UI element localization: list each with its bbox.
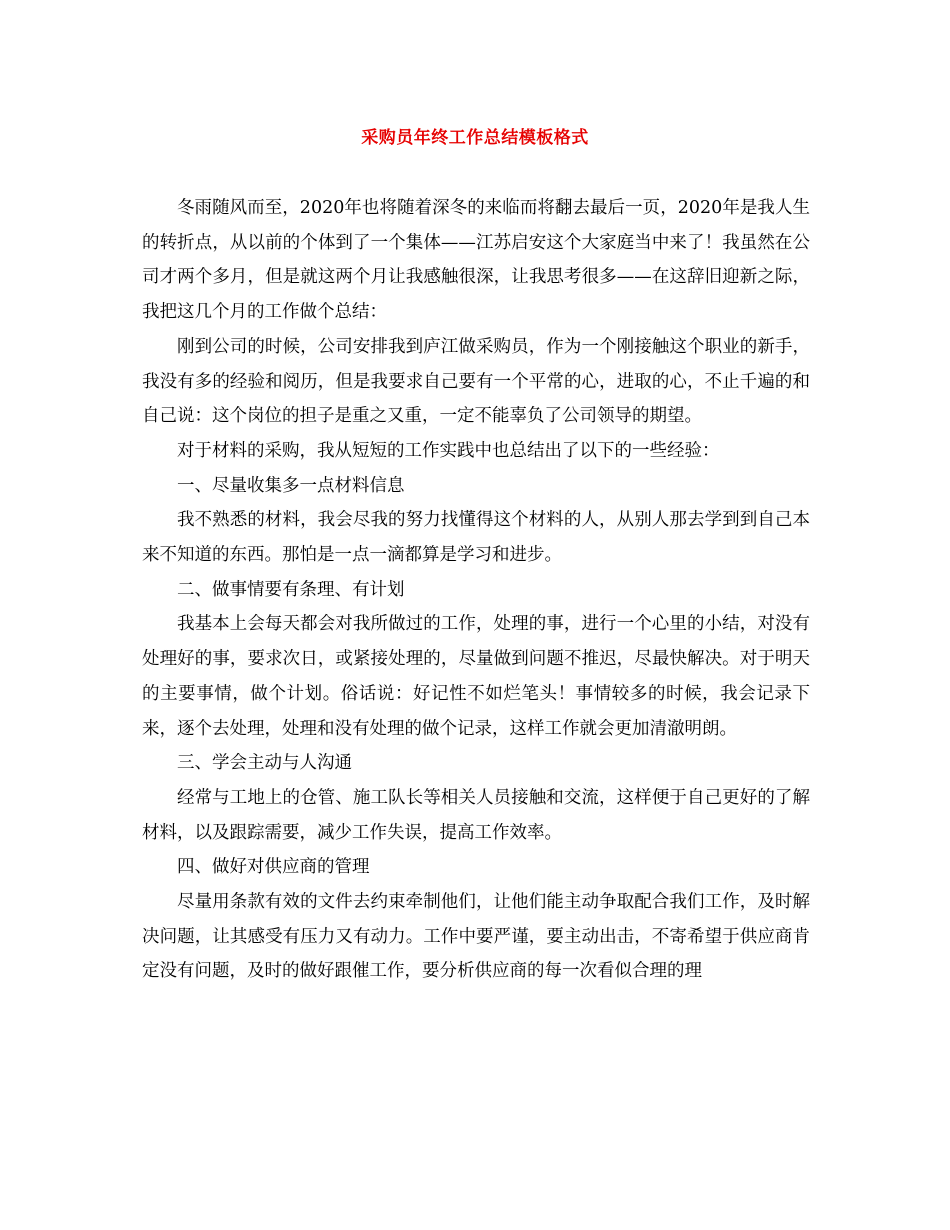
paragraph-experience-intro: 对于材料的采购，我从短短的工作实践中也总结出了以下的一些经验： <box>177 440 720 461</box>
paragraph-section-4: 尽量用条款有效的文件去约束牵制他们，让他们能主动争取配合我们工作，及时解决问题，让其感受有压力又有动力。工作中要严谨，要主动出击，不寄希望于供应商肯定没有问题，及时的做好跟催工作，要分析供应商的每一次看似合理的理 <box>142 892 810 982</box>
document-body <box>142 191 810 989</box>
document-title: 采购员年终工作总结模板格式 <box>361 128 589 148</box>
paragraph-arrival: 刚到公司的时候，公司安排我到庐江做采购员，作为一个刚接触这个职业的新手，我没有多的经验和阅历，但是我要求自己要有一个平常的心，进取的心，不止千遍的和自己说：这个岗位的担子是重之又重，一定不能辜负了公司领导的期望。 <box>142 336 810 427</box>
section-heading-3: 三、学会主动与人沟通 <box>177 753 352 774</box>
section-heading-1: 一、尽量收集多一点材料信息 <box>177 475 405 496</box>
paragraph-intro: 冬雨随风而至，2020年也将随着深冬的来临而将翻去最后一页，2020年是我人生的转折点，从以前的个体到了一个集体——江苏启安这个大家庭当中来了！我虽然在公司才两个多月，但是就这两个月让我感触很深，让我思考很多——在这辞旧迎新之际，我把这几个月的工作做个总结： <box>142 198 810 323</box>
section-heading-4: 四、做好对供应商的管理 <box>177 857 370 878</box>
section-heading-2: 二、做事情要有条理、有计划 <box>177 579 405 600</box>
paragraph-section-1: 我不熟悉的材料，我会尽我的努力找懂得这个材料的人，从别人那去学到到自己本来不知道的东西。那怕是一点一滴都算是学习和进步。 <box>142 510 810 566</box>
paragraph-section-3: 经常与工地上的仓管、施工队长等相关人员接触和交流，这样便于自己更好的了解材料，以及跟踪需要，减少工作失误，提高工作效率。 <box>142 787 810 843</box>
paragraph-section-2: 我基本上会每天都会对我所做过的工作，处理的事，进行一个心里的小结，对没有处理好的事，要求次日，或紧接处理的，尽量做到问题不推迟，尽最快解决。对于明天的主要事情，做个计划。俗话说：好记性不如烂笔头！事情较多的时候，我会记录下来，逐个去处理，处理和没有处理的做个记录，这样工作就会更加清澈明朗。 <box>142 614 810 739</box>
